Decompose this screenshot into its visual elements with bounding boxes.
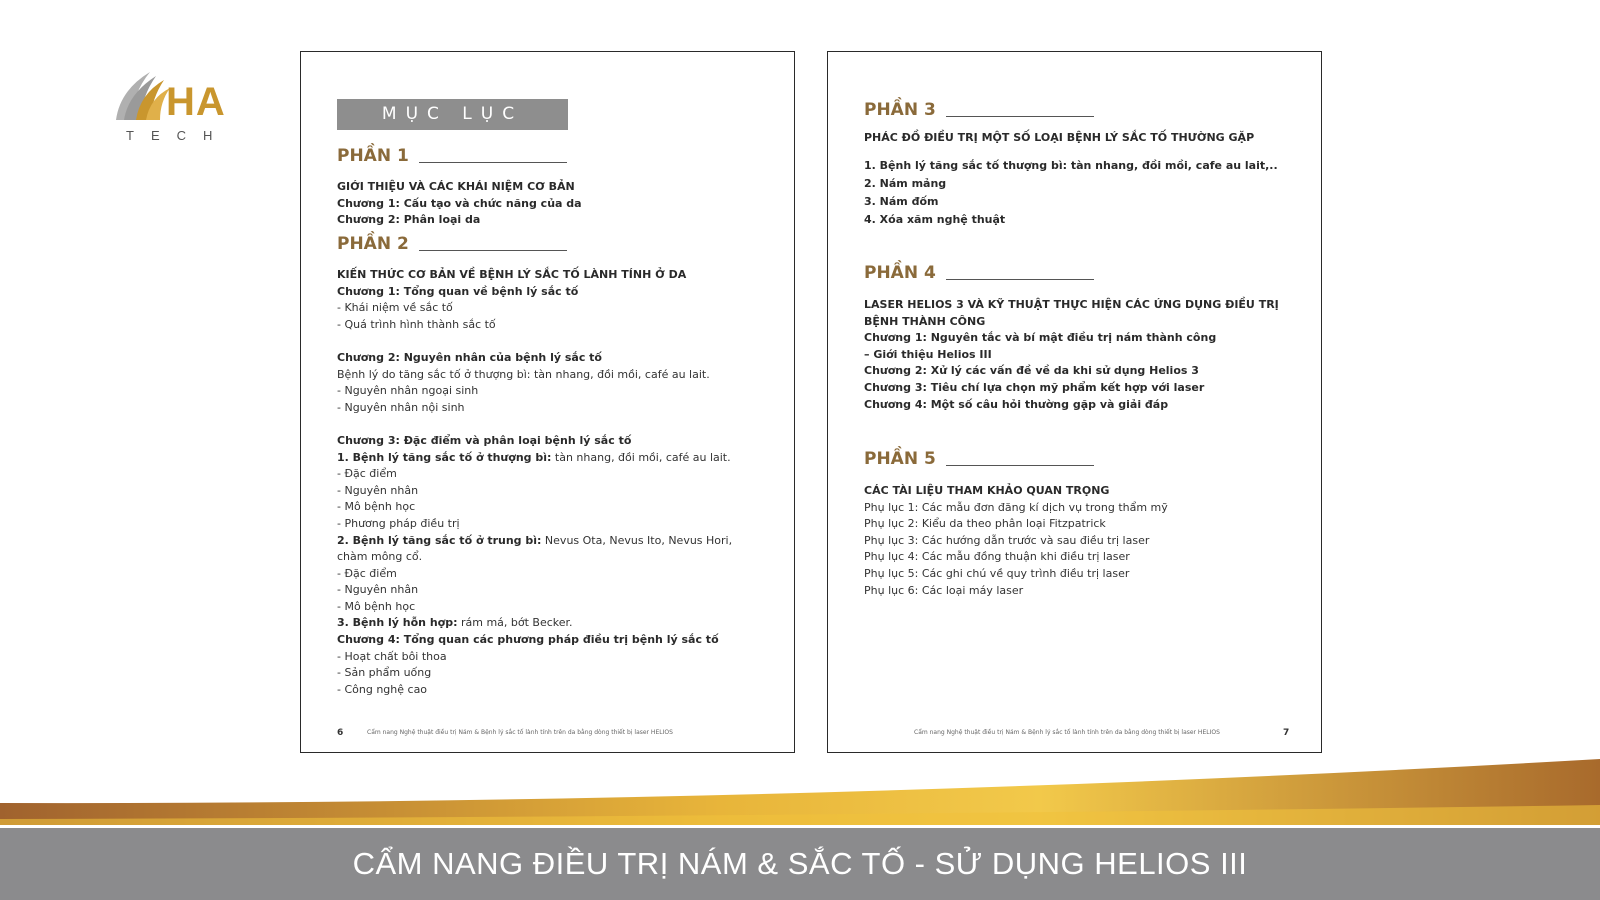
list-item: 1. Bệnh lý tăng sắc tố ở thượng bì: tàn nhang, đồi mồi, café au lait. (337, 450, 731, 464)
list-item: - Nguyên nhân (337, 583, 419, 597)
part-4-underline (946, 279, 1094, 280)
part-5-heading: PHẦN 5 (864, 449, 936, 469)
list-item: Phụ lục 5: Các ghi chú về quy trình điều trị laser (864, 566, 1130, 580)
part-1-title: GIỚI THIỆU VÀ CÁC KHÁI NIỆM CƠ BẢN (337, 180, 575, 193)
part-3-underline (946, 116, 1094, 117)
part-3-heading-row (864, 100, 1094, 120)
list-item: - Quá trình hình thành sắc tố (337, 317, 496, 331)
list-item: 3. Nám đốm (864, 194, 939, 208)
part-4-chapter-2: Chương 2: Xử lý các vấn đề về da khi sử dụng Helios 3 (864, 364, 1199, 378)
part-1-content (337, 179, 757, 229)
part-2-title: KIẾN THỨC CƠ BẢN VỀ BỆNH LÝ SẮC TỐ LÀNH TÍNH Ở DA (337, 268, 687, 281)
list-item: Phụ lục 2: Kiểu da theo phân loại Fitzpatrick (864, 517, 1106, 531)
page-number: 6 (337, 728, 344, 738)
part-1-heading-row (337, 146, 567, 166)
part-4-chapter-4: Chương 4: Một số câu hỏi thường gặp và giải đáp (864, 397, 1169, 411)
list-item: 2. Bệnh lý tăng sắc tố ở trung bì: Nevus Ota, Nevus Ito, Nevus Hori, (337, 533, 733, 547)
part-2-chapter-1: Chương 1: Tổng quan về bệnh lý sắc tố (337, 284, 579, 298)
part-1-chapter-2: Chương 2: Phân loại da (337, 213, 481, 227)
part-4-title: LASER HELIOS 3 VÀ KỸ THUẬT THỰC HIỆN CÁC ỨNG DỤNG ĐIỀU TRỊ (864, 298, 1279, 311)
part-1-heading: PHẦN 1 (337, 146, 409, 166)
list-item: 3. Bệnh lý hỗn hợp: rám má, bớt Becker. (337, 616, 573, 630)
company-logo (110, 64, 250, 144)
list-item: - Sản phẩm uống (337, 666, 432, 680)
list-item: 1. Bệnh lý tăng sắc tố thượng bì: tàn nhang, đồi mồi, cafe au lait,.. (864, 158, 1278, 172)
list-item: - Mô bệnh học (337, 500, 416, 514)
part-2-chapter-4: Chương 4: Tổng quan các phương pháp điều trị bệnh lý sắc tố (337, 633, 719, 647)
list-item: - Nguyên nhân ngoại sinh (337, 384, 479, 398)
page-footer: Cẩm nang Nghệ thuật điều trị Nám & Bệnh lý sắc tố lành tính trên da bằng dòng thiết bị laser HELIOS (367, 729, 673, 736)
list-item: Phụ lục 6: Các loại máy laser (864, 583, 1024, 597)
part-2-heading-row (337, 234, 567, 254)
list-item: - Mô bệnh học (337, 599, 416, 613)
list-item: - Đặc điểm (337, 566, 397, 580)
list-item: - Công nghệ cao (337, 682, 428, 696)
list-item: - Nguyên nhân (337, 483, 419, 497)
list-item: Phụ lục 3: Các hướng dẫn trước và sau điều trị laser (864, 533, 1150, 547)
part-4-heading: PHẦN 4 (864, 263, 936, 283)
part-5-title: CÁC TÀI LIỆU THAM KHẢO QUAN TRỌNG (864, 484, 1110, 497)
part-4-chapter-1-sub: – Giới thiệu Helios III (864, 347, 992, 361)
part-3-content (864, 130, 1304, 229)
list-item: - Đặc điểm (337, 467, 397, 481)
logo-subtext: TECH (126, 128, 230, 143)
part-1-chapter-1: Chương 1: Cấu tạo và chức năng của da (337, 196, 582, 210)
toc-title: MỤC LỤC (337, 99, 568, 130)
part-2-content (337, 267, 757, 698)
part-2-chapter-3: Chương 3: Đặc điểm và phân loại bệnh lý sắc tố (337, 433, 632, 447)
part-4-title-cont: BỆNH THÀNH CÔNG (864, 314, 986, 328)
part-1-underline (419, 162, 567, 163)
part-2-underline (419, 250, 567, 251)
part-3-title: PHÁC ĐỒ ĐIỀU TRỊ MỘT SỐ LOẠI BỆNH LÝ SẮC TỐ THƯỜNG GẶP (864, 131, 1255, 144)
document-page-left (300, 51, 795, 753)
list-item: - Hoạt chất bôi thoa (337, 649, 447, 663)
part-5-heading-row (864, 449, 1094, 469)
list-item: chàm mông cổ. (337, 550, 423, 564)
logo-fan-icon (110, 68, 170, 130)
part-4-chapter-3: Chương 3: Tiêu chí lựa chọn mỹ phẩm kết hợp với laser (864, 380, 1205, 394)
list-item: - Nguyên nhân nội sinh (337, 400, 465, 414)
part-5-content (864, 483, 1304, 599)
list-item: - Phương pháp điều trị (337, 516, 460, 530)
part-5-underline (946, 465, 1094, 466)
part-3-heading: PHẦN 3 (864, 100, 936, 120)
list-item: Bệnh lý do tăng sắc tố ở thượng bì: tàn nhang, đồi mồi, café au lait. (337, 367, 710, 381)
part-2-heading: PHẦN 2 (337, 234, 409, 254)
part-2-chapter-2: Chương 2: Nguyên nhân của bệnh lý sắc tố (337, 350, 602, 364)
part-4-content (864, 297, 1304, 413)
list-item: 4. Xóa xăm nghệ thuật (864, 212, 1006, 226)
list-item: Phụ lục 1: Các mẫu đơn đăng kí dịch vụ trong thẩm mỹ (864, 500, 1168, 514)
list-item: 2. Nám mảng (864, 176, 947, 190)
page-footer: Cẩm nang Nghệ thuật điều trị Nám & Bệnh lý sắc tố lành tính trên da bằng dòng thiết bị laser HELIOS (914, 729, 1220, 736)
decorative-wave (0, 755, 1600, 825)
logo-text: HA (166, 80, 226, 124)
list-item: Phụ lục 4: Các mẫu đồng thuận khi điều trị laser (864, 550, 1130, 564)
part-4-heading-row (864, 263, 1094, 283)
part-4-chapter-1: Chương 1: Nguyên tắc và bí mật điều trị nám thành công (864, 331, 1217, 345)
bottom-banner: CẨM NANG ĐIỀU TRỊ NÁM & SẮC TỐ - SỬ DỤNG HELIOS III (0, 828, 1600, 900)
document-page-right (827, 51, 1322, 753)
page-number: 7 (1283, 728, 1290, 738)
list-item: - Khái niệm về sắc tố (337, 301, 453, 315)
